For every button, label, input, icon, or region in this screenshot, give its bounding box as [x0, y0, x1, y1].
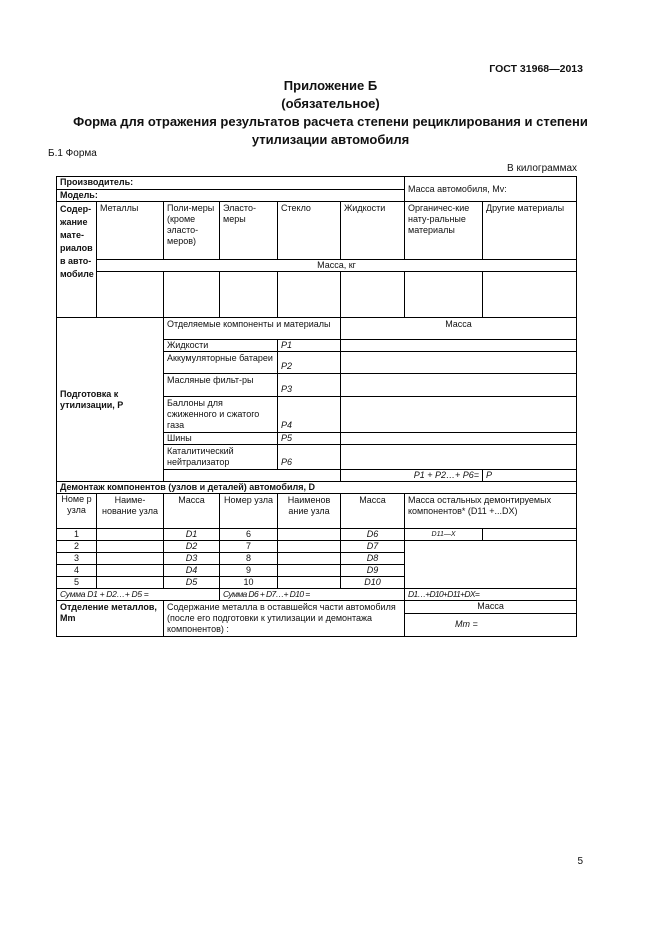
node-mass: D4: [164, 565, 220, 577]
material-organic: Органичес-кие нату-ральные материалы: [405, 202, 483, 260]
prep-item-name: Масляные фильт-ры: [164, 374, 278, 397]
prep-item-code: Р3: [278, 374, 341, 397]
node-mass: D1: [164, 529, 220, 541]
sep-mass-header: Масса: [405, 601, 577, 614]
table-row: [57, 541, 577, 553]
sum-total: D1…+D10+D11+DX=: [405, 589, 577, 601]
prep-item-code: Р6: [278, 445, 341, 470]
prep-item-code: Р2: [278, 352, 341, 374]
d-rest-area[interactable]: [405, 541, 577, 589]
node-name-cell[interactable]: [278, 577, 341, 589]
mass-cell[interactable]: [278, 272, 341, 318]
prep-sum-label: Р1 + Р2…+ Р6=: [341, 470, 483, 482]
model-field: Модель:: [57, 190, 405, 202]
dis-header-node-name-2: Наименов ание узла: [278, 494, 341, 529]
prep-item-name: Баллоны для сжиженного и сжатого газа: [164, 397, 278, 433]
mass-cell[interactable]: [405, 272, 483, 318]
form-title-line1: Форма для отражения результатов расчета степени рециклирования и степени: [73, 114, 588, 129]
node-mass: D10: [341, 577, 405, 589]
prep-item-code: Р5: [278, 433, 341, 445]
dis-header-rest: Масса остальных демонтируемых компонентов* (D11 +...DX): [405, 494, 577, 529]
node-number: 9: [220, 565, 278, 577]
dis-header-node-no-2: Номер узла: [220, 494, 278, 529]
units-label: В килограммах: [507, 163, 577, 174]
dis-header-node-no: Номе р узла: [57, 494, 97, 529]
node-name-cell[interactable]: [97, 541, 164, 553]
form-table: [56, 176, 577, 637]
prep-mass-header: Масса: [341, 318, 577, 340]
node-number: 6: [220, 529, 278, 541]
material-metals: Металлы: [97, 202, 164, 260]
mass-cell[interactable]: [220, 272, 278, 318]
content-label: Содер-жание мате-риалов в авто-мобиле: [57, 202, 97, 318]
form-title-line2: утилизации автомобиля: [251, 132, 410, 147]
node-number: 3: [57, 553, 97, 565]
node-number: 5: [57, 577, 97, 589]
node-mass: D2: [164, 541, 220, 553]
car-mass-field: Масса автомобиля, Мv:: [405, 177, 577, 202]
prep-item-name: Шины: [164, 433, 278, 445]
prep-item-name: Аккумуляторные батареи: [164, 352, 278, 374]
node-mass: D9: [341, 565, 405, 577]
standard-code: ГОСТ 31968—2013: [489, 63, 583, 75]
material-elastomers: Эласто-меры: [220, 202, 278, 260]
table-row: [57, 529, 577, 541]
material-polymers: Поли-меры (кроме эласто-меров): [164, 202, 220, 260]
mm-equals: Мm =: [405, 613, 577, 636]
sep-text: Содержание металла в оставшейся части автомобиля (после его подготовки к утилизации и демонтажа компонентов) :: [164, 601, 405, 637]
node-mass: D7: [341, 541, 405, 553]
node-mass: D8: [341, 553, 405, 565]
node-number: 1: [57, 529, 97, 541]
prep-item-name: Жидкости: [164, 340, 278, 352]
node-name-cell[interactable]: [97, 577, 164, 589]
prep-label: Подготовка к утилизации, Р: [57, 318, 164, 482]
mass-cell[interactable]: [164, 272, 220, 318]
node-name-cell[interactable]: [278, 529, 341, 541]
sum-d6-d10: Сумма D6 + D7…+ D10 =: [220, 589, 405, 601]
node-name-cell[interactable]: [97, 565, 164, 577]
mass-cell[interactable]: [341, 272, 405, 318]
node-number: 4: [57, 565, 97, 577]
mass-cell[interactable]: [483, 272, 577, 318]
mass-cell[interactable]: [97, 272, 164, 318]
removable-header: Отделяемые компоненты и материалы: [164, 318, 341, 340]
dis-header-mass: Масса: [164, 494, 220, 529]
material-liquids: Жидкости: [341, 202, 405, 260]
node-name-cell[interactable]: [97, 529, 164, 541]
dis-header-node-name: Наиме-нование узла: [97, 494, 164, 529]
prep-item-name: Каталитический нейтрализатор: [164, 445, 278, 470]
node-number: 2: [57, 541, 97, 553]
d-rest-cell[interactable]: [483, 529, 577, 541]
prep-mass-cell[interactable]: [341, 340, 577, 352]
mass-kg-label: Масса, кг: [97, 260, 577, 272]
appendix-title: Приложение Б: [283, 78, 378, 93]
material-other: Другие материалы: [483, 202, 577, 260]
node-name-cell[interactable]: [278, 553, 341, 565]
d-rest-label: D11—X: [405, 529, 483, 541]
sum-d1-d5: Сумма D1 + D2…+ D5 =: [57, 589, 220, 601]
prep-mass-cell[interactable]: [341, 374, 577, 397]
prep-mass-cell[interactable]: [341, 433, 577, 445]
node-name-cell[interactable]: [97, 553, 164, 565]
manufacturer-field: Производитель:: [57, 177, 405, 190]
node-name-cell[interactable]: [278, 541, 341, 553]
node-name-cell[interactable]: [278, 565, 341, 577]
section-label: Б.1 Форма: [48, 148, 97, 159]
prep-mass-cell[interactable]: [341, 397, 577, 433]
prep-item-code: Р4: [278, 397, 341, 433]
page-number: 5: [577, 856, 583, 867]
prep-item-code: Р1: [278, 340, 341, 352]
appendix-status: (обязательное): [281, 96, 380, 111]
material-glass: Стекло: [278, 202, 341, 260]
node-number: 7: [220, 541, 278, 553]
dis-header-mass-2: Масса: [341, 494, 405, 529]
dismantle-title: Демонтаж компонентов (узлов и деталей) автомобиля, D: [57, 482, 577, 494]
node-mass: D6: [341, 529, 405, 541]
prep-mass-cell[interactable]: [341, 445, 577, 470]
prep-mass-cell[interactable]: [341, 352, 577, 374]
prep-sum-var: Р: [483, 470, 577, 482]
node-mass: D3: [164, 553, 220, 565]
node-mass: D5: [164, 577, 220, 589]
node-number: 10: [220, 577, 278, 589]
sep-label: Отделение металлов, Мm: [57, 601, 164, 637]
node-number: 8: [220, 553, 278, 565]
